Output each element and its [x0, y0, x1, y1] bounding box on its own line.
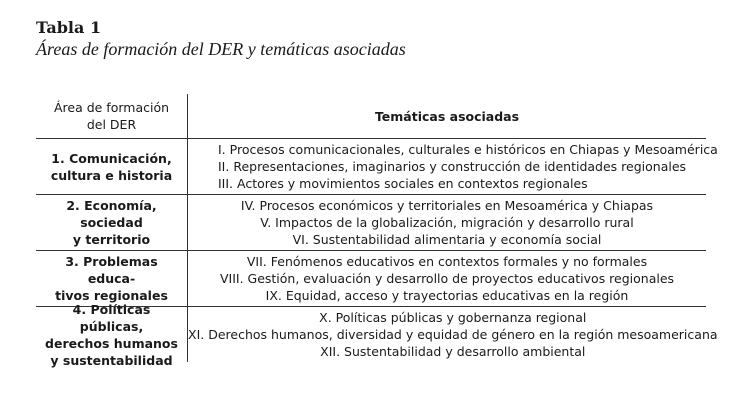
area-line: y sustentabilidad — [50, 352, 173, 368]
themes-cell — [188, 251, 706, 306]
header-themes: Temáticas asociadas — [374, 108, 520, 124]
theme-line: XI. Derechos humanos, diversidad y equidad de género en la región mesoamericana — [188, 327, 718, 342]
area-line: 4. Políticas públicas, — [72, 301, 151, 334]
area-line: y territorio — [72, 232, 151, 247]
area-line: 1. Comunicación, — [51, 150, 172, 166]
table-row — [36, 301, 718, 368]
themes-cell — [188, 195, 706, 250]
theme-line: VIII. Gestión, evaluación y desarrollo de proyectos educativos regionales — [219, 271, 675, 286]
theme-line: II. Representaciones, imaginarios y construcción de identidades regionales — [218, 159, 687, 174]
header-area-line: Área de formación — [53, 100, 170, 115]
header-area-line: del DER — [86, 117, 137, 132]
area-line: tivos regionales — [55, 288, 168, 303]
theme-line: VII. Fenómenos educativos en contextos formales y no formales — [246, 254, 648, 269]
table-row — [36, 195, 706, 251]
area-line: cultura e historia — [50, 167, 173, 183]
theme-line: VI. Sustentabilidad alimentaria y economía social — [292, 232, 602, 247]
theme-line: III. Actores y movimientos sociales en contextos regionales — [218, 176, 588, 191]
table-title: Áreas de formación del DER y temáticas asociadas — [36, 39, 406, 59]
area-line: 2. Economía, sociedad — [66, 198, 157, 230]
area-cell — [36, 195, 188, 250]
header-area — [36, 94, 188, 138]
area-line: derechos humanos — [45, 335, 178, 351]
area-line: 3. Problemas educa- — [65, 254, 158, 286]
theme-line: X. Políticas públicas y gobernanza regional — [319, 310, 587, 325]
areas-table — [36, 94, 718, 368]
themes-cell — [188, 139, 718, 194]
theme-line: IV. Procesos económicos y territoriales en Mesoamérica y Chiapas — [240, 198, 654, 213]
area-cell — [36, 251, 188, 306]
themes-cell — [188, 307, 718, 362]
table-row — [36, 251, 706, 307]
theme-line: I. Procesos comunicacionales, culturales e históricos en Chiapas y Mesoamérica — [218, 142, 718, 157]
theme-line: V. Impactos de la globalización, migración y desarrollo rural — [260, 215, 634, 230]
theme-line: XII. Sustentabilidad y desarrollo ambiental — [320, 344, 586, 359]
table-row — [36, 139, 718, 195]
area-cell — [36, 139, 188, 194]
area-cell — [36, 301, 188, 368]
table-caption — [36, 18, 406, 60]
table-header-row — [36, 94, 706, 139]
theme-line: IX. Equidad, acceso y trayectorias educativas en la región — [265, 288, 629, 303]
table-label: Tabla 1 — [36, 18, 102, 37]
